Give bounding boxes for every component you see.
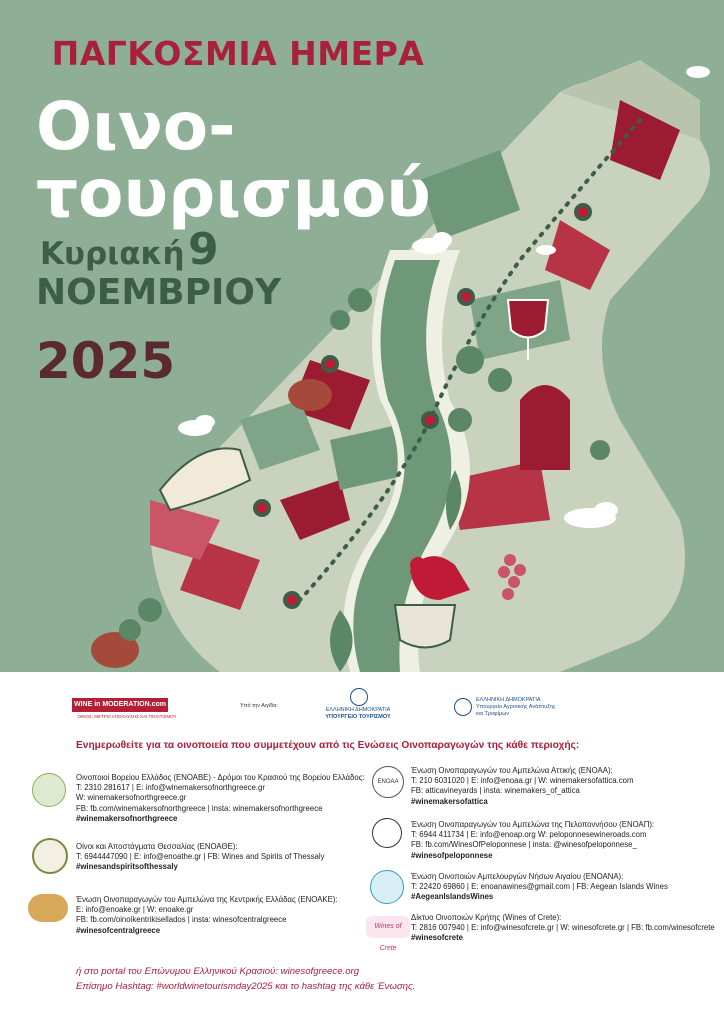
org-enoabe: Οινοποιοί Βορείου Ελλάδος (ΕΝΟΑΒΕ) - Δρόμοι του Κρασιού της Βορείου Ελλάδος: T: 2310 281617 | E: info@winemakersofnorthgreece.gr W: winemakersofnorthgreece.gr FB: fb.com/winemakersofnorthgreece | insta: winemakersofnorthgreece #winemakersofnorthgreece bbox=[76, 773, 365, 823]
org-wines-of-crete: Δίκτυο Οινοποιών Κρήτης (Wines of Crete): T: 2816 007940 | E: info@winesofcrete.gr | W: winesofcrete.gr | FB: fb.com/winesofcrete #winesofcrete bbox=[411, 913, 715, 943]
under-auspices-label: Υπό την Αιγίδα: bbox=[240, 703, 278, 709]
enoana-logo bbox=[370, 870, 404, 904]
org-enoana: Ένωση Οινοποιών Αμπελουργών Νήσων Αιγαίου (ΕΝΟΑΝΑ): T: 22420 69860 | E: enoanawines@gmail.com | FB: Aegean Islands Wines #AegeanIslandsWines bbox=[411, 872, 668, 902]
enoaa-logo: ENOAA bbox=[372, 766, 404, 798]
org-enoap: Ένωση Οινοπαραγωγών του Αμπελώνα της Πελοποννήσου (ΕΝΟΑΠ): T: 6944 411734 | E: info@enoap.org W: peloponnesewineroads.com FB: fb.com/WinesOfPeloponnese | insta: @winesofpeloponnese_ #winesofpeloponnese bbox=[411, 820, 655, 860]
event-subtitle: ΠΑΓΚΟΣΜΙΑ ΗΜΕΡΑ bbox=[51, 34, 425, 73]
org-enoaa: Ένωση Οινοπαραγωγών του Αμπελώνα Αττικής (ΕΝΟΑΑ): T: 210 6031020 | E: info@enoaa.gr | W: winemakersofattica.com FB: atticavineyards | insta: winemakers_of_attica #winemakersofattica bbox=[411, 766, 634, 806]
call-to-action: Ενημερωθείτε για τα οινοποιεία που συμμετέχουν από τις Ενώσεις Οινοπαραγωγών της κάθε περιοχής: bbox=[76, 740, 580, 751]
hashtag-note: Επίσημο Hashtag: #worldwinetourismday2025 και το hashtag της κάθε Ένωσης. bbox=[76, 981, 416, 992]
greek-emblem-icon bbox=[350, 688, 368, 706]
event-day-number: 9 bbox=[188, 224, 219, 275]
enoathe-logo bbox=[32, 838, 68, 874]
wine-in-moderation-logo: WINE in MODERATION.com bbox=[72, 698, 168, 712]
wines-of-crete-logo: Wines of Crete bbox=[366, 916, 410, 938]
ministry-tourism-logo: ΕΛΛΗΝΙΚΗ ΔΗΜΟΚΡΑΤΙΑ ΥΠΟΥΡΓΕΙΟ ΤΟΥΡΙΣΜΟΥ bbox=[325, 707, 391, 720]
org-enoake: Ένωση Οινοπαραγωγών του Αμπελώνα της Κεντρικής Ελλάδας (ΕΝΟΑΚΕ): E: info@enoake.gr | W: enoake.gr FB: fb.com/oinoikentrikisellados | insta: winesofcentralgreece #winesofcentralgreece bbox=[76, 895, 338, 935]
sponsor-logos bbox=[0, 686, 724, 736]
enoabe-logo bbox=[32, 773, 66, 807]
wine-glass bbox=[508, 300, 548, 338]
event-month: ΝΟΕΜΒΡΙΟΥ bbox=[36, 272, 282, 313]
event-day-word: Κυριακή bbox=[40, 236, 185, 272]
org-enoathe: Οίνοι και Αποστάγματα Θεσσαλίας (ΕΝΟΑΘΕ): T: 6944447090 | E: info@enoathe.gr | FB: Wines and Spirits of Thessaly #winesandspiritsofthessaly bbox=[76, 842, 325, 872]
event-title-line2: τουρισμού bbox=[36, 155, 431, 232]
enoake-logo bbox=[28, 894, 68, 922]
event-title-line1: Οινο- bbox=[36, 88, 236, 165]
event-year: 2025 bbox=[36, 332, 176, 390]
enoap-logo bbox=[372, 818, 402, 848]
barrel-1 bbox=[288, 379, 332, 411]
arch-door bbox=[520, 385, 570, 470]
wine-in-moderation-subtitle: ΟΙΝΟΣ, ΜΕΤΡΙΑ ΑΠΟΛΑΥΣΗΣ ΚΑΙ ΠΟΛΙΤΙΣΜΟΥ bbox=[77, 714, 177, 719]
greek-emblem-icon bbox=[454, 698, 472, 716]
ministry-agriculture-logo: ΕΛΛΗΝΙΚΗ ΔΗΜΟΚΡΑΤΙΑ Υπουργείο Αγροτικής Ανάπτυξης και Τροφίμων bbox=[476, 697, 556, 717]
portal-note: ή στο portal του Επώνυμου Ελληνικού Κρασιού: winesofgreece.org bbox=[76, 966, 360, 977]
